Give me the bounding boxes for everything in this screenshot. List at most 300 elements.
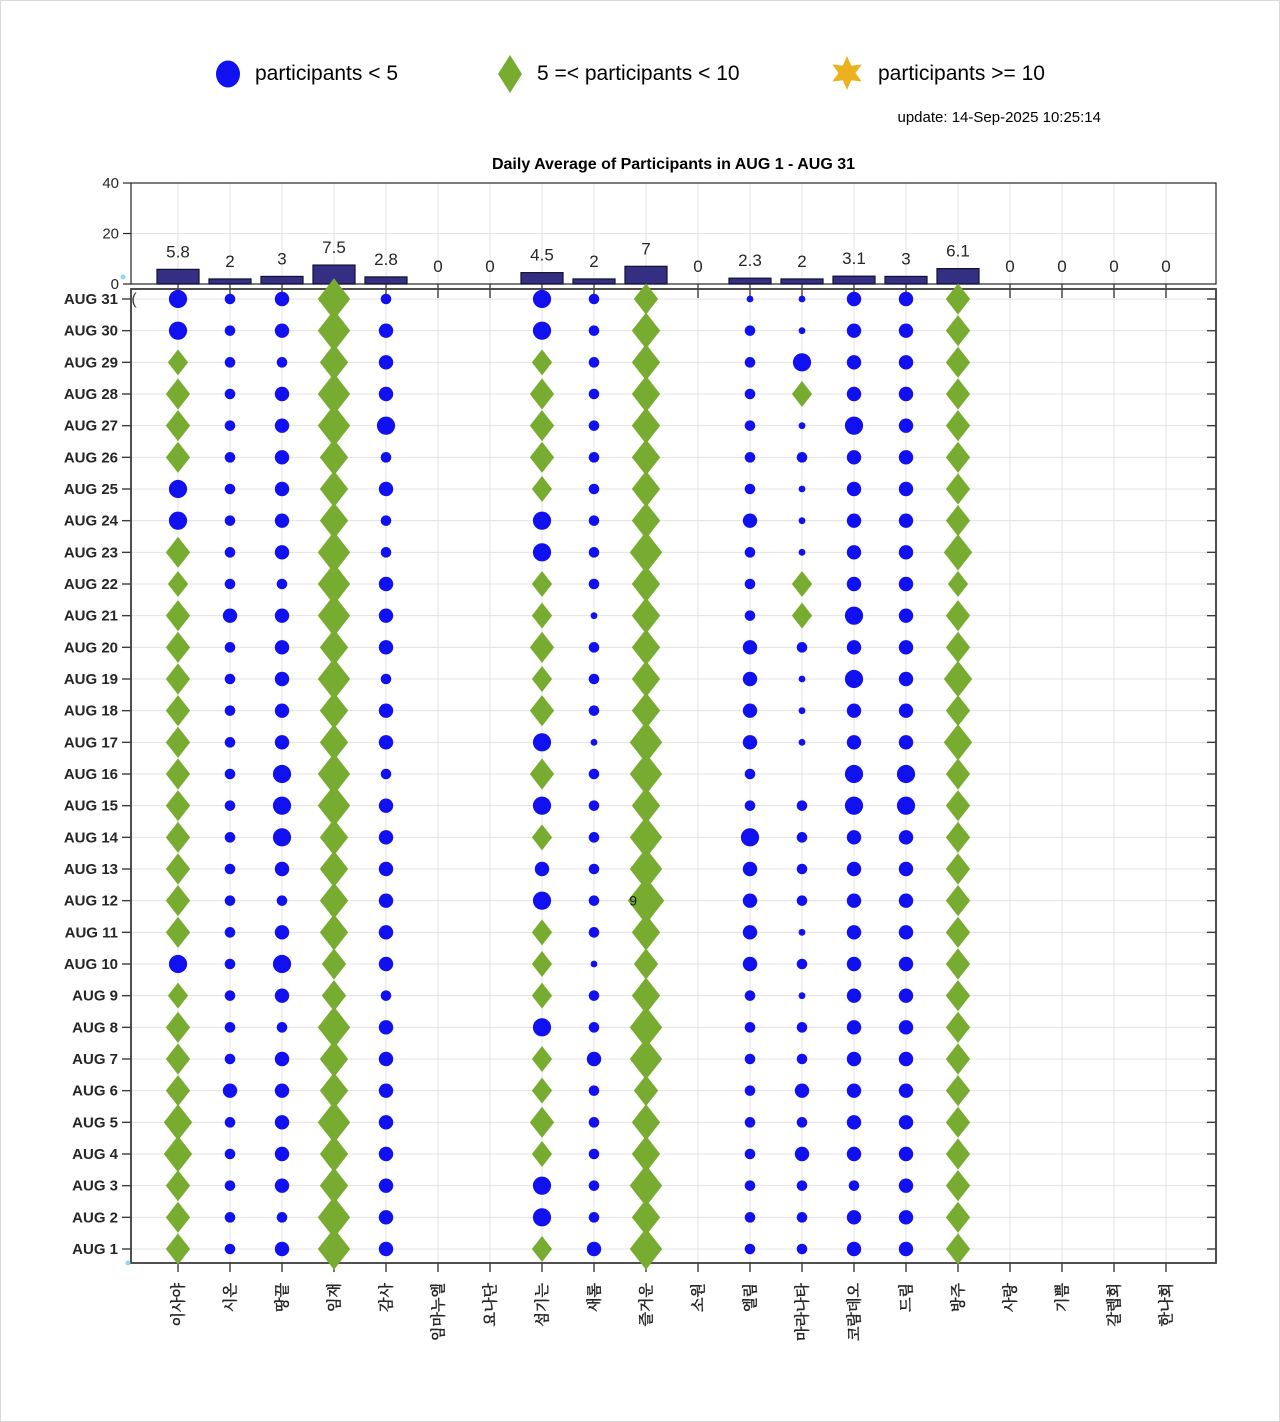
marker-diamond bbox=[632, 629, 660, 665]
marker-circle bbox=[847, 292, 861, 306]
marker-circle bbox=[381, 769, 392, 780]
marker-circle bbox=[745, 1180, 756, 1191]
diamond-icon bbox=[495, 53, 525, 95]
marker-diamond bbox=[632, 344, 660, 380]
marker-diamond bbox=[946, 315, 970, 346]
marker-circle bbox=[533, 733, 551, 751]
marker-circle bbox=[591, 961, 598, 968]
category-label: 요나단 bbox=[482, 1283, 499, 1327]
marker-circle bbox=[275, 1178, 289, 1192]
marker-circle bbox=[745, 1022, 756, 1033]
row-label: AUG 12 bbox=[63, 892, 118, 910]
marker-circle bbox=[899, 830, 913, 844]
row-label: AUG 29 bbox=[63, 354, 118, 372]
category-label: 방주 bbox=[950, 1283, 967, 1312]
marker-circle bbox=[845, 417, 863, 435]
marker-circle bbox=[847, 957, 861, 971]
marker-circle bbox=[797, 1022, 808, 1033]
marker-circle bbox=[277, 1212, 288, 1223]
marker-circle bbox=[225, 389, 236, 400]
marker-circle bbox=[847, 703, 861, 717]
marker-circle bbox=[277, 895, 288, 906]
marker-circle bbox=[847, 1052, 861, 1066]
marker-diamond bbox=[634, 948, 658, 979]
marker-diamond bbox=[630, 1038, 662, 1080]
marker-diamond bbox=[166, 1075, 190, 1106]
marker-diamond bbox=[166, 790, 190, 821]
marker-circle bbox=[795, 1083, 809, 1097]
marker-diamond bbox=[168, 571, 188, 597]
marker-diamond bbox=[166, 442, 190, 473]
marker-circle bbox=[743, 735, 757, 749]
marker-circle bbox=[275, 513, 289, 527]
row-label: AUG 22 bbox=[63, 576, 118, 593]
marker-diamond bbox=[946, 283, 970, 314]
hexagram-icon bbox=[829, 54, 866, 94]
svg-text:0: 0 bbox=[433, 257, 443, 276]
marker-circle bbox=[591, 612, 598, 619]
category-label: 드림 bbox=[898, 1283, 915, 1312]
marker-circle bbox=[745, 325, 756, 336]
marker-circle bbox=[745, 1054, 756, 1065]
marker-circle bbox=[899, 1052, 913, 1066]
marker-circle bbox=[225, 1022, 236, 1033]
marker-circle bbox=[225, 1054, 236, 1065]
bar bbox=[365, 277, 407, 284]
marker-circle bbox=[799, 517, 806, 524]
marker-circle bbox=[799, 929, 806, 936]
bar bbox=[885, 276, 927, 284]
marker-circle bbox=[275, 418, 289, 432]
marker-circle bbox=[379, 482, 393, 496]
axis-artifact-dot bbox=[121, 275, 126, 280]
marker-diamond bbox=[166, 632, 190, 663]
marker-circle bbox=[275, 1242, 289, 1256]
marker-circle bbox=[275, 1115, 289, 1129]
chart-title: Daily Average of Participants in AUG 1 - AUG 31 bbox=[491, 156, 856, 173]
marker-circle bbox=[379, 608, 393, 622]
marker-circle bbox=[899, 893, 913, 907]
marker-diamond bbox=[946, 758, 970, 789]
svg-text:3: 3 bbox=[277, 249, 287, 269]
row-label: AUG 19 bbox=[63, 671, 118, 688]
marker-circle bbox=[379, 1210, 393, 1224]
marker-diamond bbox=[322, 948, 346, 979]
marker-diamond bbox=[946, 790, 970, 821]
marker-diamond bbox=[948, 571, 968, 597]
row-label: AUG 30 bbox=[63, 322, 118, 340]
marker-circle bbox=[847, 545, 861, 559]
row-label: AUG 26 bbox=[63, 449, 118, 467]
svg-text:3: 3 bbox=[901, 249, 911, 269]
marker-circle bbox=[169, 322, 187, 340]
marker-diamond bbox=[532, 476, 552, 502]
marker-circle bbox=[797, 1212, 808, 1223]
marker-diamond bbox=[532, 951, 552, 977]
marker-circle bbox=[381, 452, 392, 463]
bar bbox=[157, 269, 199, 284]
marker-diamond bbox=[320, 471, 348, 507]
marker-circle bbox=[847, 323, 861, 337]
category-label: 새롬 bbox=[586, 1283, 603, 1312]
marker-circle bbox=[589, 1085, 600, 1096]
marker-circle bbox=[225, 1180, 236, 1191]
bar bbox=[937, 269, 979, 284]
marker-circle bbox=[379, 925, 393, 939]
marker-circle bbox=[275, 1147, 289, 1161]
marker-circle bbox=[223, 1083, 237, 1097]
bar bbox=[625, 266, 667, 284]
row-label: AUG 8 bbox=[72, 1019, 118, 1037]
marker-circle bbox=[743, 893, 757, 907]
marker-circle bbox=[379, 577, 393, 591]
row-label: AUG 14 bbox=[63, 829, 118, 847]
row-label: AUG 7 bbox=[72, 1051, 118, 1068]
row-label: AUG 1 bbox=[72, 1241, 118, 1258]
marker-circle bbox=[847, 1083, 861, 1097]
marker-diamond bbox=[792, 381, 812, 407]
marker-circle bbox=[799, 739, 806, 746]
marker-circle bbox=[275, 545, 289, 559]
marker-circle bbox=[589, 452, 600, 463]
marker-circle bbox=[591, 739, 598, 746]
svg-text:0: 0 bbox=[110, 276, 119, 293]
marker-circle bbox=[745, 389, 756, 400]
marker-diamond bbox=[166, 1170, 190, 1201]
marker-circle bbox=[899, 672, 913, 686]
marker-diamond bbox=[532, 571, 552, 597]
marker-diamond bbox=[632, 914, 660, 950]
marker-circle bbox=[381, 547, 392, 558]
marker-diamond bbox=[166, 917, 190, 948]
bar bbox=[729, 278, 771, 284]
bar bbox=[209, 279, 251, 284]
marker-circle bbox=[589, 864, 600, 875]
marker-circle bbox=[275, 1052, 289, 1066]
marker-circle bbox=[899, 513, 913, 527]
marker-diamond bbox=[532, 983, 552, 1009]
marker-circle bbox=[847, 1242, 861, 1256]
marker-diamond bbox=[166, 537, 190, 568]
marker-diamond bbox=[944, 661, 972, 697]
marker-circle bbox=[225, 1244, 236, 1255]
marker-circle bbox=[225, 959, 236, 970]
marker-diamond bbox=[320, 851, 348, 887]
marker-circle bbox=[799, 707, 806, 714]
marker-circle bbox=[745, 800, 756, 811]
marker-diamond bbox=[946, 600, 970, 631]
marker-circle bbox=[745, 1149, 756, 1160]
marker-diamond bbox=[532, 603, 552, 629]
marker-circle bbox=[743, 640, 757, 654]
marker-diamond bbox=[532, 1078, 552, 1104]
marker-circle bbox=[379, 1178, 393, 1192]
marker-diamond bbox=[166, 758, 190, 789]
marker-circle bbox=[273, 828, 291, 846]
marker-circle bbox=[799, 327, 806, 334]
marker-circle bbox=[379, 323, 393, 337]
marker-diamond bbox=[530, 442, 554, 473]
marker-circle bbox=[797, 642, 808, 653]
marker-circle bbox=[897, 797, 915, 815]
marker-circle bbox=[745, 1212, 756, 1223]
marker-circle bbox=[381, 515, 392, 526]
marker-circle bbox=[225, 325, 236, 336]
marker-circle bbox=[589, 357, 600, 368]
svg-text:2.8: 2.8 bbox=[374, 249, 398, 269]
marker-diamond bbox=[166, 1202, 190, 1233]
marker-circle bbox=[589, 294, 600, 305]
marker-circle bbox=[381, 674, 392, 685]
category-label: 이사야 bbox=[170, 1283, 187, 1327]
marker-diamond bbox=[946, 695, 970, 726]
axis-artifact-paren: ( bbox=[131, 291, 137, 308]
marker-circle bbox=[377, 417, 395, 435]
marker-circle bbox=[743, 513, 757, 527]
marker-circle bbox=[379, 1020, 393, 1034]
marker-circle bbox=[379, 862, 393, 876]
marker-circle bbox=[797, 1180, 808, 1191]
marker-circle bbox=[797, 1117, 808, 1128]
marker-circle bbox=[275, 608, 289, 622]
marker-circle bbox=[847, 1115, 861, 1129]
marker-circle bbox=[589, 1180, 600, 1191]
marker-circle bbox=[589, 705, 600, 716]
svg-text:2: 2 bbox=[225, 251, 235, 271]
bar bbox=[573, 279, 615, 284]
row-label: AUG 20 bbox=[63, 639, 118, 657]
svg-text:2: 2 bbox=[589, 251, 599, 271]
marker-circle bbox=[379, 1115, 393, 1129]
marker-diamond bbox=[946, 1233, 970, 1264]
marker-diamond bbox=[946, 853, 970, 884]
marker-diamond bbox=[946, 1170, 970, 1201]
legend-item-green bbox=[495, 51, 740, 97]
category-label: 사랑 bbox=[1002, 1283, 1019, 1312]
marker-circle bbox=[589, 579, 600, 590]
marker-circle bbox=[745, 452, 756, 463]
marker-circle bbox=[225, 800, 236, 811]
marker-circle bbox=[847, 735, 861, 749]
category-label: 엘림 bbox=[742, 1283, 759, 1312]
row-label: AUG 16 bbox=[63, 766, 118, 783]
marker-circle bbox=[225, 294, 236, 305]
row-label: AUG 6 bbox=[72, 1082, 118, 1100]
marker-diamond bbox=[632, 661, 660, 697]
marker-diamond bbox=[532, 919, 552, 945]
svg-text:5.8: 5.8 bbox=[166, 242, 190, 262]
svg-text:40: 40 bbox=[102, 175, 119, 192]
marker-circle bbox=[275, 703, 289, 717]
marker-circle bbox=[275, 450, 289, 464]
marker-circle bbox=[845, 670, 863, 688]
marker-circle bbox=[799, 486, 806, 493]
marker-circle bbox=[225, 484, 236, 495]
marker-circle bbox=[899, 608, 913, 622]
marker-circle bbox=[847, 450, 861, 464]
marker-diamond bbox=[166, 663, 190, 694]
svg-text:2: 2 bbox=[797, 251, 807, 271]
marker-circle bbox=[589, 1117, 600, 1128]
marker-diamond bbox=[166, 885, 190, 916]
marker-diamond bbox=[946, 378, 970, 409]
marker-circle bbox=[587, 1242, 601, 1256]
marker-circle bbox=[847, 355, 861, 369]
marker-circle bbox=[379, 893, 393, 907]
marker-diamond bbox=[946, 1138, 970, 1169]
marker-diamond bbox=[320, 1136, 348, 1172]
marker-diamond bbox=[164, 1104, 192, 1140]
marker-circle bbox=[589, 484, 600, 495]
marker-diamond bbox=[530, 378, 554, 409]
marker-circle bbox=[589, 927, 600, 938]
marker-circle bbox=[379, 798, 393, 812]
marker-circle bbox=[225, 579, 236, 590]
marker-circle bbox=[899, 355, 913, 369]
marker-circle bbox=[589, 1022, 600, 1033]
marker-circle bbox=[277, 357, 288, 368]
row-label: AUG 25 bbox=[63, 481, 118, 498]
marker-diamond bbox=[530, 695, 554, 726]
svg-text:2.3: 2.3 bbox=[738, 251, 762, 271]
marker-circle bbox=[797, 1054, 808, 1065]
row-label: AUG 27 bbox=[63, 417, 118, 435]
marker-circle bbox=[845, 765, 863, 783]
marker-circle bbox=[589, 515, 600, 526]
marker-circle bbox=[225, 452, 236, 463]
row-label: AUG 21 bbox=[63, 607, 118, 625]
marker-circle bbox=[743, 672, 757, 686]
category-label: 즐거운 bbox=[638, 1283, 655, 1327]
marker-circle bbox=[899, 1083, 913, 1097]
marker-diamond bbox=[166, 600, 190, 631]
marker-diamond bbox=[946, 442, 970, 473]
row-label: AUG 9 bbox=[72, 987, 118, 1005]
marker-circle bbox=[745, 420, 756, 431]
marker-circle bbox=[589, 990, 600, 1001]
marker-circle bbox=[381, 990, 392, 1001]
marker-diamond bbox=[530, 758, 554, 789]
marker-circle bbox=[847, 1020, 861, 1034]
marker-circle bbox=[741, 828, 759, 846]
marker-circle bbox=[225, 990, 236, 1001]
row-label: AUG 3 bbox=[72, 1177, 118, 1195]
legend-label-star: participants >= 10 bbox=[878, 62, 1045, 85]
marker-circle bbox=[379, 640, 393, 654]
marker-diamond bbox=[946, 822, 970, 853]
row-label: AUG 31 bbox=[63, 291, 118, 308]
marker-circle bbox=[799, 422, 806, 429]
marker-circle bbox=[275, 862, 289, 876]
svg-text:20: 20 bbox=[102, 225, 119, 243]
row-label: AUG 13 bbox=[63, 861, 118, 878]
row-label: AUG 2 bbox=[72, 1209, 118, 1227]
marker-circle bbox=[533, 1177, 551, 1195]
category-label: 마라나타 bbox=[794, 1283, 811, 1341]
marker-circle bbox=[745, 769, 756, 780]
marker-circle bbox=[169, 290, 187, 308]
marker-diamond bbox=[946, 1012, 970, 1043]
marker-diamond bbox=[532, 1046, 552, 1072]
marker-circle bbox=[899, 577, 913, 591]
marker-circle bbox=[899, 450, 913, 464]
marker-diamond bbox=[946, 1107, 970, 1138]
svg-text:3.1: 3.1 bbox=[842, 249, 866, 269]
marker-circle bbox=[743, 957, 757, 971]
marker-circle bbox=[847, 830, 861, 844]
marker-circle bbox=[745, 1085, 756, 1096]
marker-circle bbox=[799, 676, 806, 683]
svg-text:0: 0 bbox=[693, 257, 703, 276]
svg-text:7: 7 bbox=[641, 239, 651, 259]
marker-diamond bbox=[532, 1236, 552, 1262]
marker-circle bbox=[849, 1180, 860, 1191]
marker-circle bbox=[899, 1178, 913, 1192]
marker-circle bbox=[533, 892, 551, 910]
legend-label-green: 5 =< participants < 10 bbox=[537, 62, 740, 85]
marker-circle bbox=[847, 482, 861, 496]
marker-diamond bbox=[532, 824, 552, 850]
marker-circle bbox=[899, 640, 913, 654]
marker-diamond bbox=[634, 283, 658, 314]
marker-circle bbox=[899, 957, 913, 971]
marker-circle bbox=[899, 482, 913, 496]
marker-circle bbox=[847, 862, 861, 876]
marker-circle bbox=[225, 737, 236, 748]
marker-circle bbox=[747, 296, 754, 303]
row-label: AUG 15 bbox=[63, 797, 118, 815]
marker-circle bbox=[745, 990, 756, 1001]
marker-diamond bbox=[634, 1075, 658, 1106]
category-label: 임마누엘 bbox=[430, 1283, 447, 1341]
marker-circle bbox=[275, 292, 289, 306]
marker-circle bbox=[847, 513, 861, 527]
marker-circle bbox=[745, 610, 756, 621]
marker-diamond bbox=[166, 853, 190, 884]
bar bbox=[261, 276, 303, 284]
marker-circle bbox=[533, 290, 551, 308]
axis-artifact-dot bbox=[126, 1261, 131, 1266]
marker-circle bbox=[745, 484, 756, 495]
marker-diamond bbox=[632, 471, 660, 507]
marker-circle bbox=[847, 577, 861, 591]
marker-diamond bbox=[632, 566, 660, 602]
marker-circle bbox=[273, 797, 291, 815]
marker-diamond bbox=[166, 1233, 190, 1264]
marker-diamond bbox=[946, 1075, 970, 1106]
marker-circle bbox=[275, 1083, 289, 1097]
marker-diamond bbox=[164, 1136, 192, 1172]
marker-circle bbox=[797, 864, 808, 875]
marker-circle bbox=[847, 925, 861, 939]
marker-circle bbox=[533, 512, 551, 530]
row-label: AUG 11 bbox=[64, 924, 118, 942]
row-label: AUG 23 bbox=[63, 544, 118, 562]
marker-diamond bbox=[530, 410, 554, 441]
category-label: 기쁨 bbox=[1054, 1283, 1071, 1312]
grid-panel-box bbox=[131, 289, 1216, 1263]
category-label: 감사 bbox=[378, 1283, 395, 1312]
marker-circle bbox=[797, 832, 808, 843]
svg-text:0: 0 bbox=[1161, 257, 1171, 276]
marker-circle bbox=[589, 325, 600, 336]
marker-circle bbox=[847, 988, 861, 1002]
marker-circle bbox=[799, 296, 806, 303]
marker-diamond bbox=[168, 983, 188, 1009]
marker-circle bbox=[899, 418, 913, 432]
marker-circle bbox=[275, 988, 289, 1002]
marker-diamond bbox=[632, 376, 660, 412]
